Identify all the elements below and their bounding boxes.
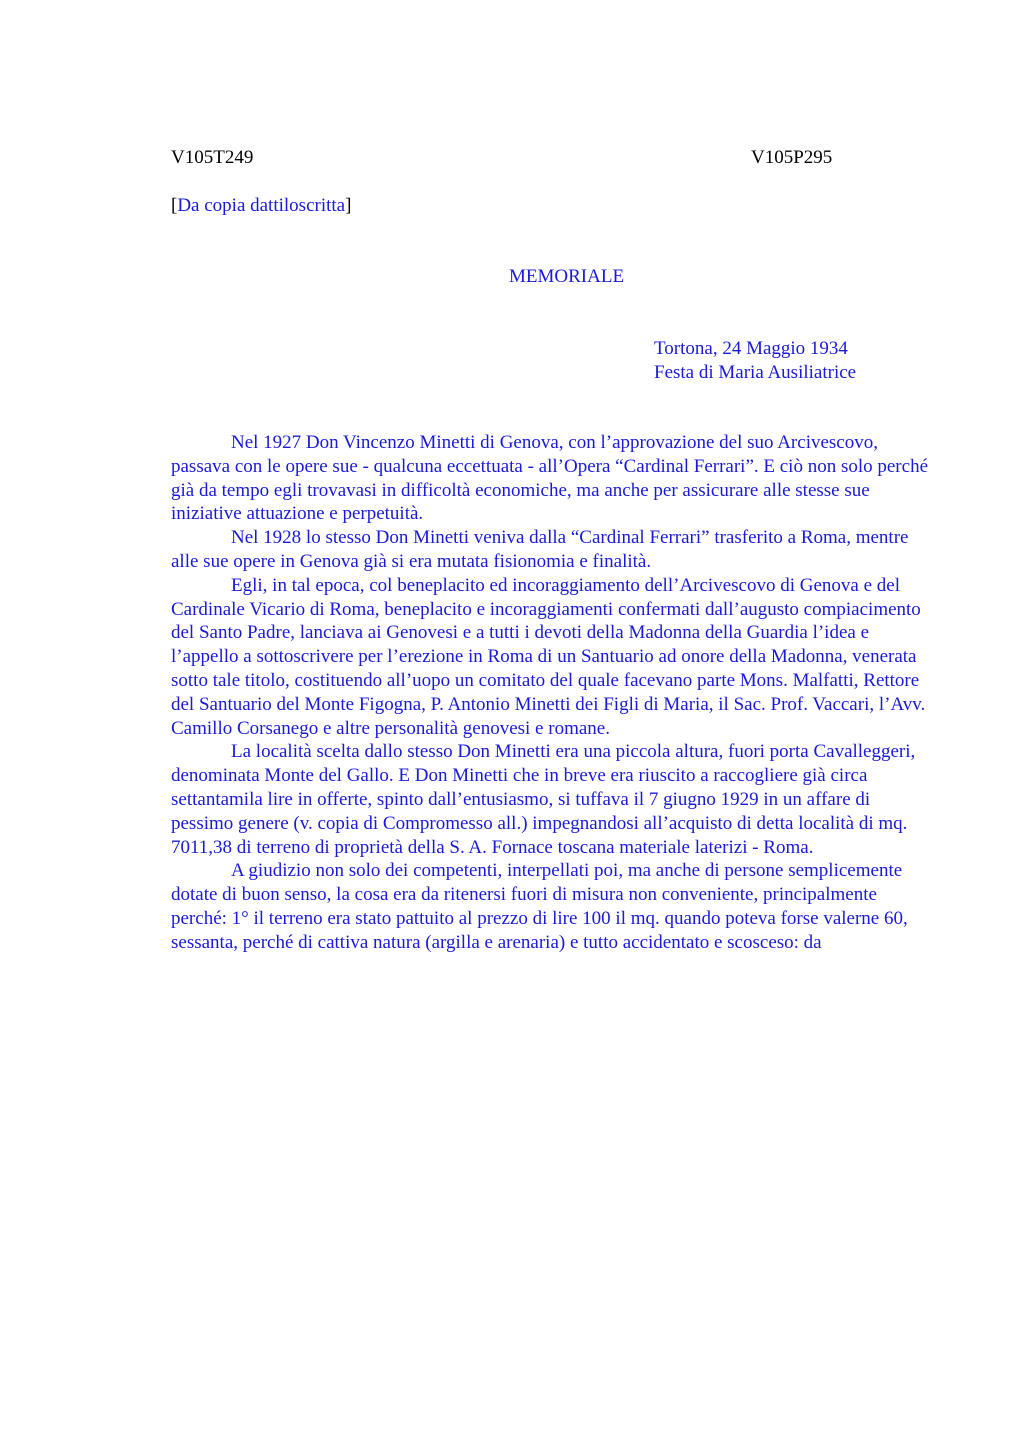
document-title: MEMORIALE xyxy=(509,266,625,287)
dateline-feast: Festa di Maria Ausiliatrice xyxy=(654,362,857,383)
paragraph: A giudizio non solo dei competenti, interpellati poi, ma anche di persone semplicemente dotate di buon senso, la cosa era da ritenersi fuori di misura non conveniente, principalmente perché: 1° il terreno era stato pattuito al prezzo di lire 100 il mq. quando poteva forse valerne 60, sessanta, perché di cattiva natura (argilla e arenaria) e tutto accidentato e scosceso: da xyxy=(171,860,908,953)
dateline-place-date: Tortona, 24 Maggio 1934 xyxy=(654,338,848,359)
paragraph: Nel 1927 Don Vincenzo Minetti di Genova, con l’approvazione del suo Arcivescovo, passava con le opere sue - qualcuna eccettuata - all’Opera “Cardinal Ferrari”. E ciò non solo perché già da tempo egli trovavasi in difficoltà economiche, ma anche per assicurare alle stesse sue iniziative attuazione e perpetuità. xyxy=(171,432,929,525)
reference-code-left: V105T249 xyxy=(171,147,254,168)
paragraph: Nel 1928 lo stesso Don Minetti veniva dalla “Cardinal Ferrari” trasferito a Roma, mentre alle sue opere in Genova già si era mutata fisionomia e finalità. xyxy=(171,527,909,572)
body-text xyxy=(171,431,931,955)
paragraph: Egli, in tal epoca, col beneplacito ed incoraggiamento dell’Arcivescovo di Genova e del Cardinale Vicario di Roma, beneplacito e incoraggiamenti confermati dall’augusto compiacimento del Santo Padre, lanciava ai Genovesi e a tutti i devoti della Madonna della Guardia l’idea e l’appello a sottoscrivere per l’erezione in Roma di un Santuario ad onore della Madonna, venerata sotto tale titolo, costituendo all’uopo un comitato del quale facevano parte Mons. Malfatti, Rettore del Santuario del Monte Figogna, P. Antonio Minetti dei Figli di Maria, il Sac. Prof. Vaccari, l’Avv. Camillo Corsanego e altre personalità genovesi e romane. xyxy=(171,574,926,739)
source-note xyxy=(171,195,351,217)
dateline xyxy=(654,337,856,385)
source-note-close-bracket: ] xyxy=(345,195,352,216)
reference-code-right: V105P295 xyxy=(751,147,833,168)
source-note-text: Da copia dattiloscritta xyxy=(177,195,346,216)
paragraph: La località scelta dallo stesso Don Minetti era una piccola altura, fuori porta Cavalleggeri, denominata Monte del Gallo. E Don Minetti che in breve era riuscito a raccogliere già circa settantamila lire in offerte, spinto dall’entusiasmo, si tuffava il 7 giugno 1929 in un affare di pessimo genere (v. copia di Compromesso all.) impegnandosi all’acquisto di detta località di mq. 7011,38 di terreno di proprietà della S. A. Fornace toscana materiale laterizi - Roma. xyxy=(171,741,916,858)
source-note-open-bracket: [ xyxy=(171,195,178,216)
